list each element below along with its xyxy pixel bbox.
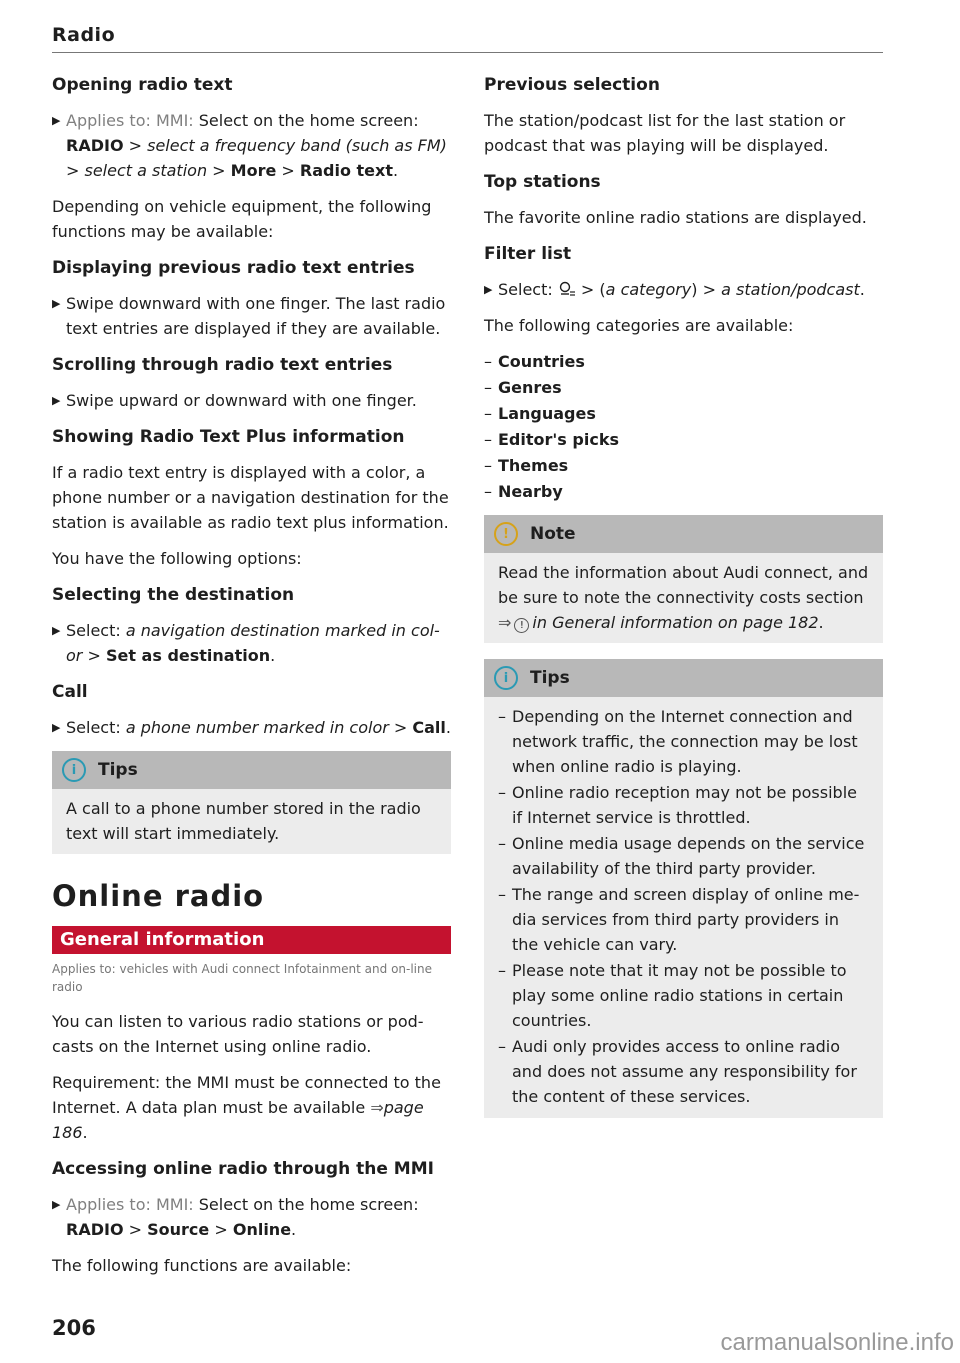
- list-item: – Countries: [484, 349, 883, 374]
- step-arrow-icon: ▶: [52, 297, 61, 310]
- page-number: 206: [52, 1316, 96, 1340]
- heading-filter: Filter list: [484, 244, 572, 264]
- category-list: [484, 349, 883, 504]
- info-icon: i: [62, 758, 86, 782]
- step-selecting: ▶ Select: a navigation destination marked in col-or > Set as destination.: [52, 618, 451, 668]
- step-arrow-icon: ▶: [52, 721, 61, 734]
- step-arrow-icon: ▶: [52, 624, 61, 637]
- info-icon: i: [494, 666, 518, 690]
- step-arrow-icon: ▶: [52, 1198, 61, 1211]
- note-box: [484, 515, 883, 643]
- section-title: Radio: [52, 24, 116, 46]
- heading-top-stations: Top stations: [484, 172, 601, 192]
- step-access: ▶ Applies to: MMI: Select on the home screen: RADIO > Source > Online.: [52, 1192, 451, 1242]
- warning-icon: !: [494, 522, 518, 546]
- heading-selecting: Selecting the destination: [52, 585, 295, 605]
- heading-opening-radio-text: Opening radio text: [52, 75, 233, 95]
- heading-access: Accessing online radio through the MMI: [52, 1159, 434, 1179]
- left-column: [52, 72, 451, 1289]
- list-item: – Online media usage depends on the service availability of the third party provider.: [498, 831, 869, 881]
- page-link[interactable]: page 186: [52, 1098, 424, 1142]
- list-item: – The range and screen display of online me-dia services from third party providers in the vehicle can vary.: [498, 882, 869, 957]
- list-item: – Online radio reception may not be possible if Internet service is throttled.: [498, 780, 869, 830]
- heading-call: Call: [52, 682, 88, 702]
- list-item: – Nearby: [484, 479, 883, 504]
- note-ref-icon: !: [514, 618, 529, 633]
- heading-showing: Showing Radio Text Plus information: [52, 427, 405, 447]
- arrow-ref-icon: ⇒: [498, 613, 512, 632]
- watermark: carmanualsonline.info: [720, 1329, 954, 1356]
- step-arrow-icon: ▶: [52, 394, 61, 407]
- step-opening: ▶ Applies to: MMI: Select on the home screen: RADIO > select a frequency band (such as FM) > select a station > More > Radio text.: [52, 108, 451, 183]
- step-arrow-icon: ▶: [52, 114, 61, 127]
- step-filter: ▶ Select: > (a category) > a station/podcast.: [484, 277, 883, 302]
- tips-box: [52, 751, 451, 854]
- paragraph: You have the following options:: [52, 549, 302, 568]
- list-item: – Please note that it may not be possible to play some online radio stations in certain countries.: [498, 958, 869, 1033]
- heading-previous: Previous selection: [484, 75, 660, 95]
- list-item: – Themes: [484, 453, 883, 478]
- step-arrow-icon: ▶: [484, 283, 493, 296]
- list-item: – Languages: [484, 401, 883, 426]
- paragraph: The following functions are available:: [52, 1256, 352, 1275]
- step-call: ▶ Select: a phone number marked in color > Call.: [52, 715, 451, 740]
- heading-displaying: Displaying previous radio text entries: [52, 258, 415, 278]
- list-item: – Genres: [484, 375, 883, 400]
- page-link[interactable]: in General information on page 182: [532, 613, 819, 632]
- search-filter-icon: [558, 281, 576, 297]
- paragraph: Depending on vehicle equipment, the following functions may be available:: [52, 197, 432, 241]
- tips-header: i Tips: [52, 751, 451, 789]
- applies-note: Applies to: vehicles with Audi connect Infotainment and on-line radio: [52, 962, 433, 994]
- tips-body: [484, 697, 883, 1118]
- list-item: – Editor's picks: [484, 427, 883, 452]
- list-item: – Depending on the Internet connection and network traffic, the connection may be lost when online radio is playing.: [498, 704, 869, 779]
- paragraph: Requirement: the MMI must be connected to the Internet. A data plan must be available ⇒page 186.: [52, 1073, 441, 1142]
- tips-body: A call to a phone number stored in the radio text will start immediately.: [66, 799, 421, 843]
- step-scrolling: ▶ Swipe upward or downward with one finger.: [52, 388, 451, 413]
- paragraph: The following categories are available:: [484, 316, 794, 335]
- paragraph: If a radio text entry is displayed with a color, a phone number or a navigation destination for the station is available as radio text plus information.: [52, 463, 449, 532]
- page-header: [52, 24, 883, 53]
- paragraph: The station/podcast list for the last station or podcast that was playing will be displayed.: [484, 111, 846, 155]
- section-bar: General information: [52, 926, 451, 954]
- tips-list: [498, 704, 869, 1109]
- heading-scrolling: Scrolling through radio text entries: [52, 355, 393, 375]
- right-column: [484, 72, 883, 1134]
- note-body: Read the information about Audi connect, and be sure to note the connectivity costs section ⇒ ! in General information on page 182.: [498, 563, 869, 632]
- note-header: ! Note: [484, 515, 883, 553]
- arrow-ref-icon: ⇒: [370, 1098, 384, 1117]
- paragraph: You can listen to various radio stations or pod-casts on the Internet using online radio.: [52, 1012, 424, 1056]
- list-item: – Audi only provides access to online radio and does not assume any responsibility for the content of these services.: [498, 1034, 869, 1109]
- tips-box: [484, 659, 883, 1118]
- tips-header: i Tips: [484, 659, 883, 697]
- paragraph: The favorite online radio stations are displayed.: [484, 208, 867, 227]
- chapter-title: Online radio: [52, 879, 265, 913]
- step-displaying: ▶ Swipe downward with one finger. The last radio text entries are displayed if they are available.: [52, 291, 451, 341]
